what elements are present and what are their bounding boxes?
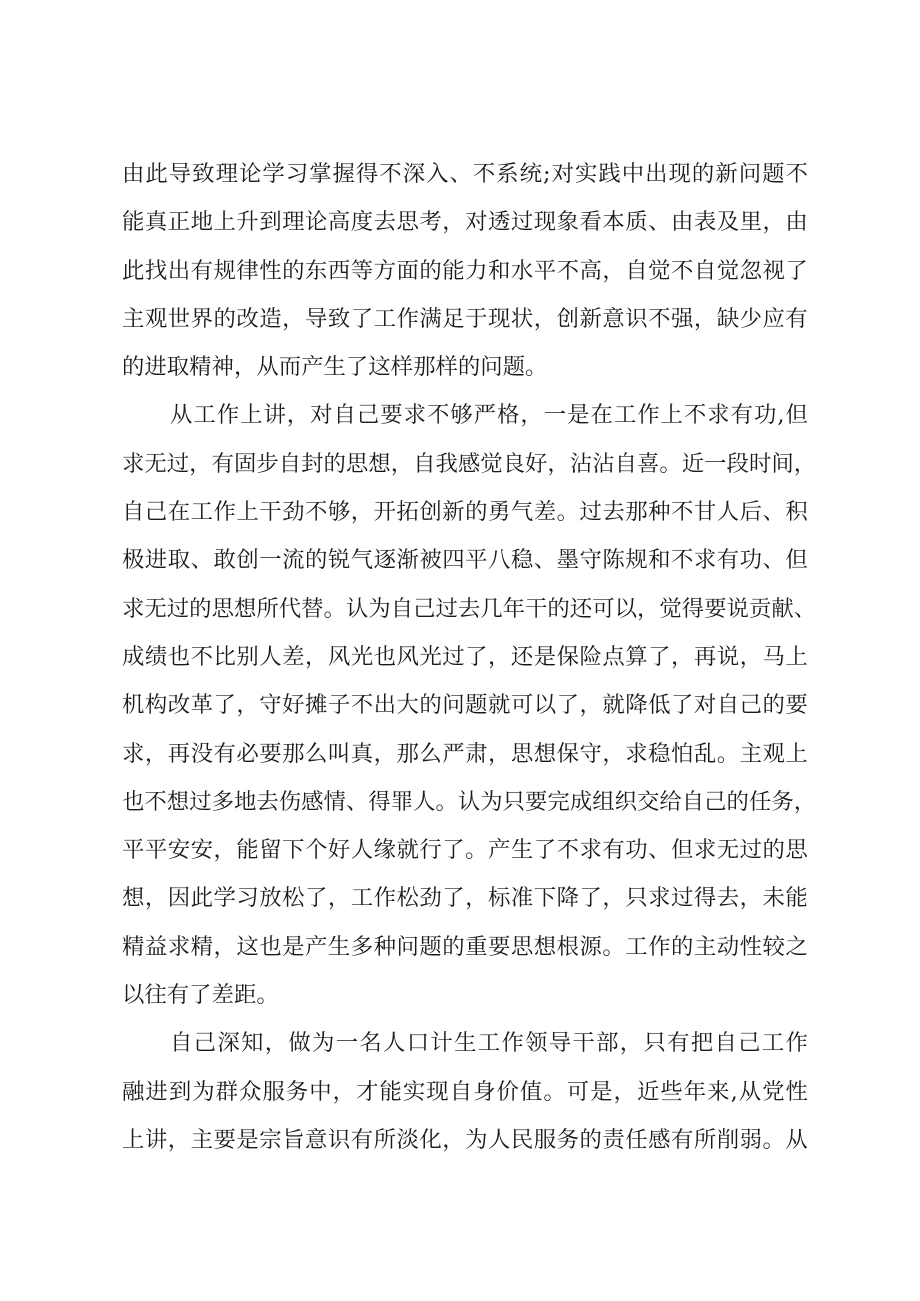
text-line: 从 工 作 上 讲 ， 对 自 己 要 求 不 够 严 格 ， 一 是 在 工 作 上 不 求 有 功 , 但 <box>170 402 808 429</box>
text-line: 此 找 出 有 规 律 性 的 东 西 等 方 面 的 能 力 和 水 平 不 高 ， 自 觉 不 自 觉 忽 视 了 <box>122 257 808 284</box>
text-line: 自 己 在 工 作 上 干 劲 不 够 ， 开 拓 创 新 的 勇 气 差 。 过 去 那 种 不 甘 人 后 、 积 <box>122 499 808 526</box>
paragraph-1 <box>122 150 808 391</box>
text-line: 平 平 安 安 ， 能 留 下 个 好 人 缘 就 行 了 。 产 生 了 不 求 有 功 、 但 求 无 过 的 思 <box>122 837 808 864</box>
text-line: 主 观 世 界 的 改 造 ， 导 致 了 工 作 满 足 于 现 状 ， 创 新 意 识 不 强 ， 缺 少 应 有 <box>122 305 808 332</box>
text-line: 的进取精神，从而产生了这样那样的问题。 <box>122 354 548 381</box>
text-line: 融 进 到 为 群 众 服 务 中 ， 才 能 实 现 自 身 价 值 。 可 是 ， 近 些 年 来 , 从 党 性 <box>122 1078 808 1105</box>
text-line: 以往有了差距。 <box>122 982 279 1009</box>
text-line: 精 益 求 精 ， 这 也 是 产 生 多 种 问 题 的 重 要 思 想 根 源 。 工 作 的 主 动 性 较 之 <box>122 933 808 960</box>
paragraph-3 <box>122 1019 808 1164</box>
text-line: 也 不 想 过 多 地 去 伤 感 情 、 得 罪 人 。 认 为 只 要 完 成 组 织 交 给 自 己 的 任 务 ， <box>122 788 817 815</box>
text-line: 想 ， 因 此 学 习 放 松 了 ， 工 作 松 劲 了 ， 标 准 下 降 了 ， 只 求 过 得 去 ， 未 能 <box>122 885 808 912</box>
text-line: 自 己 深 知 ， 做 为 一 名 人 口 计 生 工 作 领 导 干 部 ， 只 有 把 自 己 工 作 <box>170 1030 808 1057</box>
text-line: 上 讲 ， 主 要 是 宗 旨 意 识 有 所 淡 化 ， 为 人 民 服 务 的 责 任 感 有 所 削 弱 。 从 <box>122 1126 808 1153</box>
text-line: 求 无 过 ， 有 固 步 自 封 的 思 想 ， 自 我 感 觉 良 好 ， 沾 沾 自 喜 。 近 一 段 时 间 ， <box>122 450 817 477</box>
text-line: 求 无 过 的 思 想 所 代 替 。 认 为 自 己 过 去 几 年 干 的 还 可 以 ， 觉 得 要 说 贡 献 、 <box>122 595 817 622</box>
text-line: 成 绩 也 不 比 别 人 差 ， 风 光 也 风 光 过 了 ， 还 是 保 险 点 算 了 ， 再 说 ， 马 上 <box>122 643 808 670</box>
text-line: 由 此 导 致 理 论 学 习 掌 握 得 不 深 入 、 不 系 统 ; 对 实 践 中 出 现 的 新 问 题 不 <box>122 161 808 187</box>
text-line: 极 进 取 、 敢 创 一 流 的 锐 气 逐 渐 被 四 平 八 稳 、 墨 守 陈 规 和 不 求 有 功 、 但 <box>122 547 808 574</box>
text-line: 求 ， 再 没 有 必 要 那 么 叫 真 ， 那 么 严 肃 ， 思 想 保 守 ， 求 稳 怕 乱 。 主 观 上 <box>122 740 808 767</box>
text-line: 机 构 改 革 了 ， 守 好 摊 子 不 出 大 的 问 题 就 可 以 了 ， 就 降 低 了 对 自 己 的 要 <box>122 692 808 719</box>
paragraph-2 <box>122 391 817 1019</box>
body-text <box>122 150 817 1164</box>
text-line: 能 真 正 地 上 升 到 理 论 高 度 去 思 考 ， 对 透 过 现 象 看 本 质 、 由 表 及 里 ， 由 <box>122 209 808 236</box>
